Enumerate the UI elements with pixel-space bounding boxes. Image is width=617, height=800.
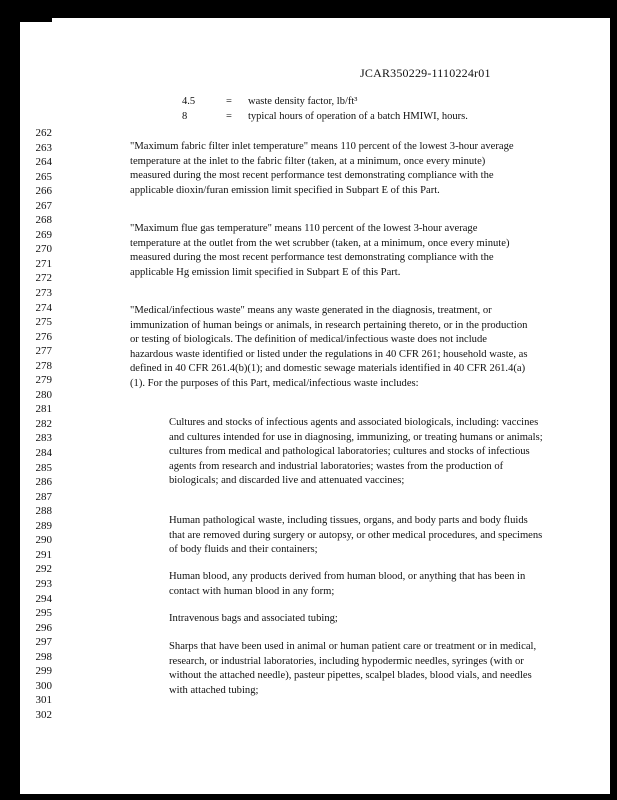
formula-definition: waste density factor, lb/ft³ bbox=[248, 96, 358, 107]
line-number: 294 bbox=[35, 592, 52, 605]
line-number: 263 bbox=[35, 141, 52, 154]
line-number: 283 bbox=[35, 432, 52, 445]
formula-equals: = bbox=[226, 96, 232, 107]
line-number: 277 bbox=[35, 345, 52, 358]
waste-item-cultures: Cultures and stocks of infectious agents and associated biologicals, including: vaccines and cultures intended for use in diagnosing, immunizing, or treating humans or animals; cultures from medical and pathological laboratories; cultures and stocks of infectious agents from research and industrial laboratories; wastes from the production of biologicals; and discarded live and attenuated vaccines; bbox=[169, 417, 543, 487]
line-number: 269 bbox=[35, 228, 52, 241]
line-number: 297 bbox=[35, 636, 52, 649]
definition-max-flue-gas-temperature: "Maximum flue gas temperature" means 110 percent of the lowest 3-hour average temperature at the outlet from the wet scrubber (taken, at a minimum, once every minute) measured during the most recent performance test demonstrating compliance with the applicable Hg emission limit specified in Subpart E of this Part. bbox=[130, 223, 510, 278]
formula-symbol: 8 bbox=[182, 111, 188, 122]
line-number: 265 bbox=[35, 170, 52, 183]
waste-item-sharps: Sharps that have been used in animal or human patient care or treatment or in medical, research, or industrial laboratories, including hypodermic needles, syringes (with or without the attached needle), pasteur pipettes, scalpel blades, blood vials, and needles with attached tubing; bbox=[169, 641, 537, 696]
line-number: 276 bbox=[35, 330, 52, 343]
definition-max-fabric-filter-temperature: "Maximum fabric filter inlet temperature" means 110 percent of the lowest 3-hour average temperature at the inlet to the fabric filter (taken, at a minimum, once every minute) measured during the most recent performance test demonstrating compliance with the applicable dioxin/furan emission limit specified in Subpart E of this Part. bbox=[130, 141, 514, 196]
line-number: 272 bbox=[35, 272, 52, 285]
line-number: 292 bbox=[35, 563, 52, 576]
line-number: 284 bbox=[35, 447, 52, 460]
line-number: 262 bbox=[35, 127, 52, 139]
waste-item-human-blood: Human blood, any products derived from human blood, or anything that has been in contact with human blood in any form; bbox=[169, 571, 526, 597]
scan-border-top bbox=[0, 0, 617, 20]
line-number: 266 bbox=[35, 185, 52, 198]
line-number: 289 bbox=[35, 519, 52, 532]
formula-row-density bbox=[182, 96, 542, 110]
line-number: 273 bbox=[35, 287, 52, 300]
formula-symbol: 4.5 bbox=[182, 96, 196, 107]
line-number: 264 bbox=[35, 156, 52, 169]
line-number: 291 bbox=[35, 548, 52, 561]
waste-item-intravenous-bags: Intravenous bags and associated tubing; bbox=[169, 613, 338, 624]
line-number: 281 bbox=[35, 403, 52, 416]
line-number-column bbox=[20, 126, 52, 722]
line-number: 301 bbox=[35, 694, 52, 707]
line-number: 287 bbox=[35, 490, 52, 503]
formula-row-hours bbox=[182, 111, 542, 125]
line-number: 274 bbox=[35, 301, 52, 314]
line-number: 268 bbox=[35, 214, 52, 227]
line-number: 298 bbox=[35, 650, 52, 663]
line-number: 302 bbox=[35, 708, 52, 721]
document-id: JCAR350229-1110224r01 bbox=[360, 66, 491, 80]
line-number: 282 bbox=[35, 417, 52, 430]
line-number: 280 bbox=[35, 388, 52, 401]
line-number: 278 bbox=[35, 359, 52, 372]
line-number: 299 bbox=[35, 665, 52, 678]
scan-border-bottom bbox=[0, 794, 617, 800]
line-number: 279 bbox=[35, 374, 52, 387]
line-number: 296 bbox=[35, 621, 52, 634]
line-number: 295 bbox=[35, 607, 52, 620]
scan-corner-mark bbox=[20, 18, 52, 22]
line-number: 271 bbox=[35, 257, 52, 270]
line-number: 293 bbox=[35, 577, 52, 590]
formula-definition: typical hours of operation of a batch HMIWI, hours. bbox=[248, 111, 468, 122]
document-page bbox=[20, 18, 610, 794]
waste-item-pathological: Human pathological waste, including tissues, organs, and body parts and body fluids that are removed during surgery or autopsy, or other medical procedures, and specimens of body fluids and their containers; bbox=[169, 515, 543, 556]
line-number: 275 bbox=[35, 316, 52, 329]
line-number: 286 bbox=[35, 476, 52, 489]
formula-equals: = bbox=[226, 111, 232, 122]
line-number: 288 bbox=[35, 505, 52, 518]
line-number: 285 bbox=[35, 461, 52, 474]
line-number: 300 bbox=[35, 679, 52, 692]
line-number: 267 bbox=[35, 199, 52, 212]
line-number: 290 bbox=[35, 534, 52, 547]
definition-medical-infectious-waste: "Medical/infectious waste" means any waste generated in the diagnosis, treatment, or immunization of human beings or animals, in research pertaining thereto, or in the production or testing of biologicals. The definition of medical/infectious waste does not include hazardous waste identified or listed under the regulations in 40 CFR 261; household waste, as defined in 40 CFR 261.4(b)(1); and domestic sewage materials identified in 40 CFR 261.4(a)(1). For the purposes of this Part, medical/infectious waste includes: bbox=[130, 305, 528, 389]
line-number: 270 bbox=[35, 243, 52, 256]
